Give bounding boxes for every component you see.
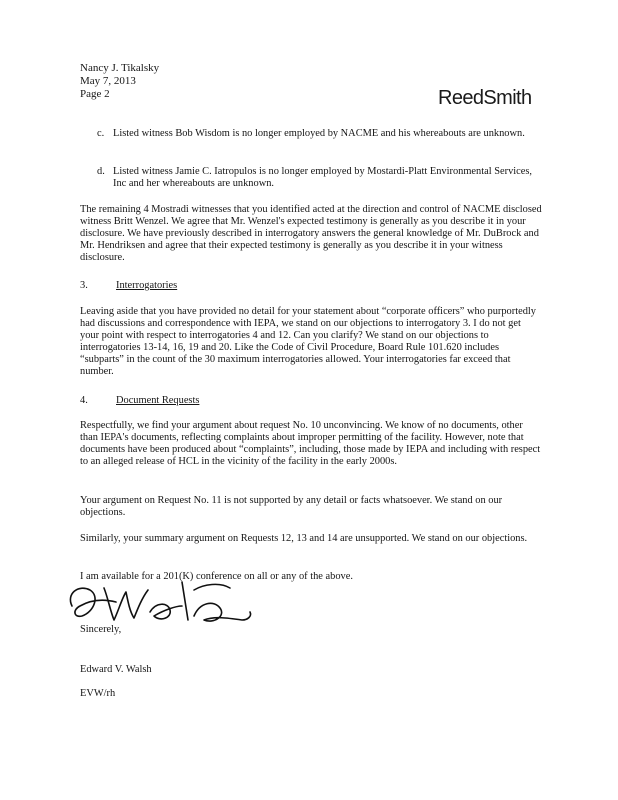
section-title: Document Requests	[116, 395, 200, 406]
typist-initials: EVW/rh	[80, 688, 116, 699]
paragraph-interrogatories: Leaving aside that you have provided no detail for your statement about “corporate officers” who purportedly had discussions and correspondence with IEPA, we stand on our objections to interrogatory 3. I do not get your point with respect to interrogatories 4 and 12. Can you clarify? We stand on our objections to interrogatories 13-14, 16, 19 and 20. Like the Code of Civil Procedure, Board Rule 101.620 includes “subparts” in the count of the 30 maximum interrogatories allowed. Your interrogatories far exceed that number.	[80, 306, 536, 377]
signature-stroke	[194, 603, 251, 621]
signature-stroke	[150, 604, 182, 619]
letter-date: May 7, 2013	[80, 75, 136, 87]
signature-stroke	[194, 584, 230, 590]
signature-stroke	[104, 588, 148, 620]
list-item-d	[97, 166, 543, 190]
section-number: 4.	[80, 395, 88, 406]
signer-name: Edward V. Walsh	[80, 664, 152, 675]
paragraph-request-10: Respectfully, we find your argument about request No. 10 unconvincing. We know of no documents, other than IEPA's documents, reflecting complaints about improper permitting of the facility. However, note that documents have been produced about “complaints”, including, those made by IEPA and including with respect to an alleged release of HCL in the vicinity of the facility in the early 2000s.	[80, 420, 541, 467]
section-title: Interrogatories	[116, 280, 178, 291]
section-heading-interrogatories	[80, 280, 177, 292]
section-heading-document-requests	[80, 395, 199, 407]
paragraph-remaining-witnesses: The remaining 4 Mostradi witnesses that you identified acted at the direction and control of NACME disclosed witness Britt Wenzel. We agree that Mr. Wenzel's expected testimony is generally as you describe it in your disclosure. We have previously described in interrogatory answers the general knowledge of Mr. DuBrock and Mr. Hendriksen and agree that their expected testimony is generally as you describe it in your witness disclosure.	[80, 204, 542, 263]
reedsmith-logo: ReedSmith	[438, 87, 532, 109]
item-text: Listed witness Bob Wisdom is no longer employed by NACME and his whereabouts are unknown.	[113, 128, 525, 139]
item-marker: c.	[97, 128, 105, 139]
item-text: Listed witness Jamie C. Iatropulos is no longer employed by Mostardi-Platt Environmental Services, Inc and her whereabouts are unknown.	[113, 166, 533, 189]
paragraph-availability: I am available for a 201(K) conference on all or any of the above.	[80, 571, 353, 582]
page-number: Page 2	[80, 88, 110, 100]
closing-salutation: Sincerely,	[80, 624, 122, 635]
paragraph-request-11: Your argument on Request No. 11 is not supported by any detail or facts whatsoever. We stand on our objections.	[80, 495, 503, 518]
section-number: 3.	[80, 280, 88, 291]
paragraph-requests-12-14: Similarly, your summary argument on Requests 12, 13 and 14 are unsupported. We stand on our objections.	[80, 533, 528, 544]
signature-stroke	[182, 582, 188, 620]
list-item-c	[97, 128, 543, 140]
recipient-name: Nancy J. Tikalsky	[80, 62, 160, 74]
item-marker: d.	[97, 166, 105, 177]
